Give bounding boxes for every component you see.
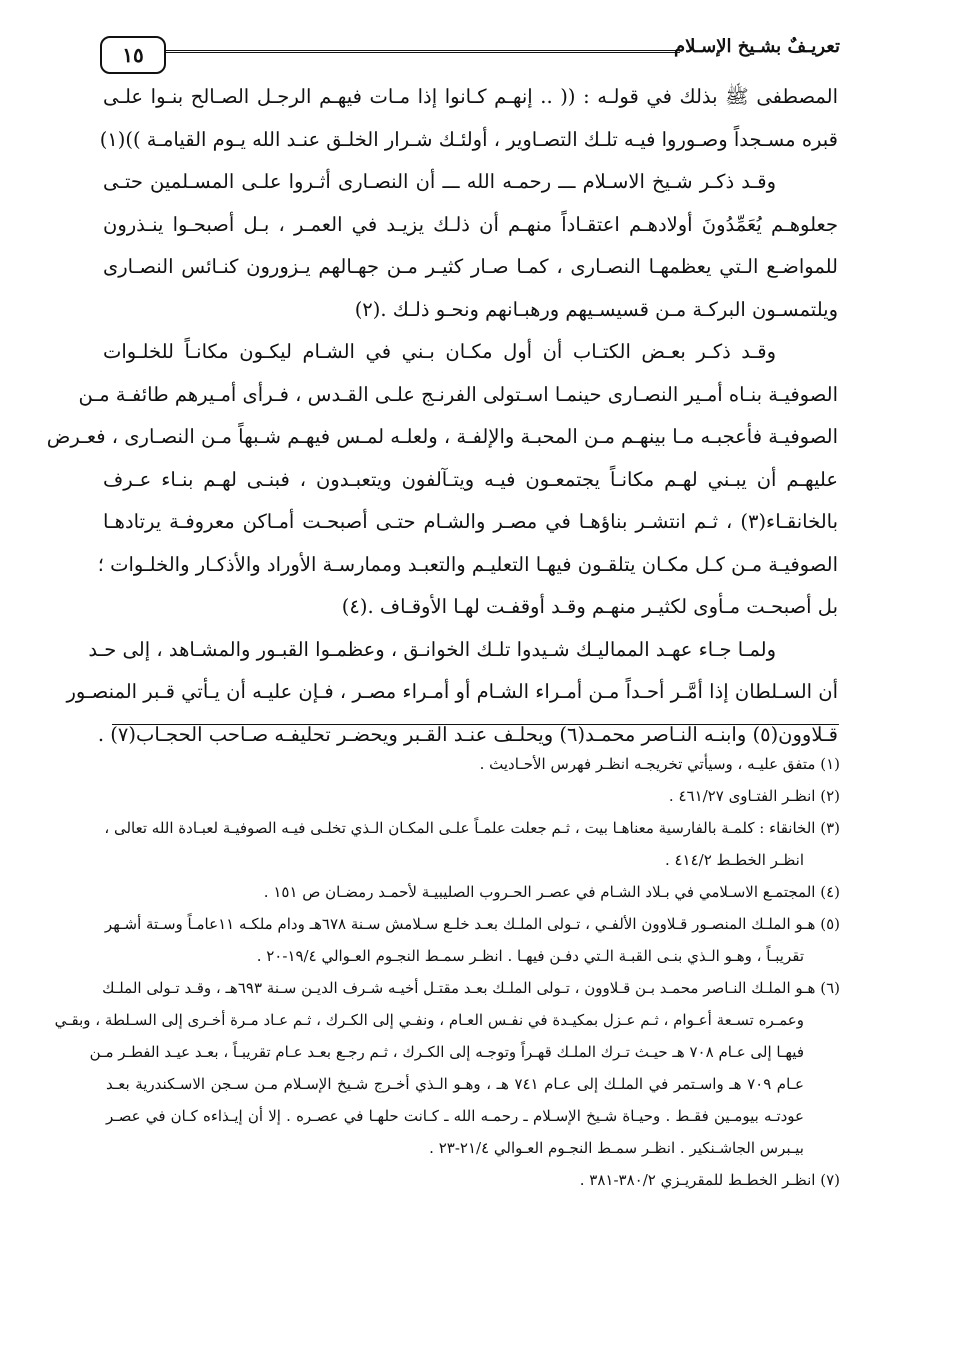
footnote-line: (٤) المجتمـع الاسـلامي في بـلاد الشـام في عصـر الحـروب الصليبيـة لأحمـد رمضـان ص ١٥١ .: [263, 883, 840, 901]
footnotes: [54, 748, 840, 1196]
body-line: ولمـا جـاء عهـد المماليـك شـيدوا تلـك الخوانـق ، وعظمـوا القبـور والمشـاهد ، إلى حـد: [88, 637, 776, 661]
body-line: ويلتمسـون البركـة مـن قسيسـيهم ورهبـانهم ونحـو ذلـك .(٢): [354, 297, 838, 321]
footnote-line: (٥) هـو الملـك المنصـور قـلاوون الألفـي ، تـولى الملـك بعـد خلـع سـلامش سـنة ٦٧٨هـ ودام ملكـه ١١عامـاً وسـتة أشـهر: [104, 915, 840, 933]
body-line: قبره مسـجداً وصـوروا فيـه تلـك التصـاوير ، أولئـك شـرار الخلـق عنـد الله يـوم القيامـة ))(١): [99, 127, 838, 151]
header-rule: [166, 50, 680, 53]
body-line: الصوفيـة فأعجبـه مـا بينهـم مـن المحبـة والإلفـة ، ولعلـه لمـس فيهـم شـبهاً مـن النصـارى ، فعـرض: [46, 425, 838, 448]
footnote-line: (٣) الخانقاء : كلمـة بالفارسية معناهـا بيت ، ثـم جعلت علمـاً علـى المكـان الـذي تخلـى فيـه الصوفيـة لعبـادة الله تعالى ،: [104, 819, 840, 837]
body-line: للمواضـع الـتي يعظمهـا النصـارى ، كمـا صـار كثيـر مـن جهـالهم يـزورون كنـائس النصـارى: [103, 255, 838, 278]
body-line: عليهـم أن يبـني لهـم مكانـاً يجتمعـون فيـه ويتـآلفون ويتعبـدون ، فبنـى لهـم بنـاء عـرف: [103, 467, 838, 491]
body-line: قـلاوون(٥) وابنـه النـاصر محمـد(٦) ويحلـف عنـد القـبر ويحضـر تحليفـه صـاحب الحجـاب(٧) .: [97, 722, 838, 746]
footnote-line: تقريبـاً ، وهـو الـذي بنـى القبـة الـتي دفـن فيهـا . انظـر سمـط النجـوم العـوالي ١٩/٤-٢٠ .: [256, 947, 804, 965]
footnote-line: فيهـا إلى عـام ٧٠٨ هـ حيـث تـرك الملـك قهـراً وتوجـه إلى الكـرك ، ثـم رجـع بعـد عـام تقريبـاً ، بعـد عيـد الفطـر مـن: [89, 1043, 804, 1061]
page-number: ١٥: [100, 36, 166, 74]
footnote-line: (١) متفق عليـه ، وسيأتي تخريجـه انظـر فهرس الأحـاديث .: [479, 755, 840, 773]
footnote-line: (٢) انظـر الفتـاوى ٤٦١/٢٧ .: [668, 787, 840, 805]
body-line: بل أصبحـت مـأوى لكثيـر منهـم وقـد أوقفـت لهـا الأوقـاف .(٤): [341, 595, 838, 618]
footnote-line: (٧) انظـر الخطـط للمقريـزي ٣٨٠/٢-٣٨١ .: [579, 1171, 840, 1189]
footnote-line: (٦) هـو الملـك النـاصر محمـد بـن قـلاوون ، تـولى الملـك بعـد مقتـل أخيـه شـرف الديـن سـنة ٦٩٣هـ ، وقـد تـولى الملـك: [102, 979, 840, 997]
footnote-line: عودتـه بيومـين فقـط . وحيـاة شـيخ الإسـلام ـ رحمـه الله ـ كـانت حلهـا في عصـره . إلا أن إيـذاءه كـان في عصـر: [106, 1107, 804, 1125]
body-line: المصطفى ﷺ بذلك في قولـه : (( .. إنهـم كـانوا إذا مـات فيهـم الرجـل الصـالح بنـوا علـى: [103, 85, 838, 108]
body-line: الصوفيـة بنـاه أمـير النصـارى حينمـا اسـتولى الفرنـج علـى القـدس ، فـرأى أمـيرهم طائفـة مـن: [78, 382, 838, 406]
body-line: الصوفيـة مـن كـل مكـان يتلقـون فيهـا التعليـم والتعبـد وممارسـة الأوراد والأذكـار والخلـوات ؛: [97, 552, 838, 576]
page-header: [100, 30, 840, 78]
main-text: [46, 76, 838, 756]
body-line: جعلوهـم يُعَمِّدُونَ أولادهـم اعتقـاداً منهـم أن ذلـك يزيـد في العمـر ، بـل أصبحـوا ينـذرون: [103, 212, 838, 236]
footnote-line: انظـر الخطـط ٤١٤/٢ .: [664, 851, 804, 869]
footnote-line: بيـبرس الجاشـنكير . انظـر سمـط النجـوم العـوالي ٢١/٤-٢٣ .: [429, 1139, 804, 1157]
running-title: تعريـفٌ بشـيخ الإسـلام: [674, 36, 840, 57]
body-line: وقـد ذكـر بعـض الكتـاب أن أول مكـان بـني في الشـام ليكـون مكانـاً للخلـوات: [103, 340, 776, 363]
footnote-line: وعمـره تسـعة أعـوام ، ثـم عـزل بمكيـدة في نفـس العـام ، ونفـي إلى الكـرك ، ثـم عـاد مـرة أخـرى إلى السـلطة ، وبقـي: [54, 1011, 804, 1029]
body-line: بالخانقـاء(٣) ، ثـم انتشـر بناؤهـا في مصـر والشـام حتـى أصبحـت أمـاكن معروفـة يرتادهـا: [103, 510, 838, 533]
footnote-separator: [112, 724, 839, 725]
body-line: وقـد ذكـر شـيخ الاسـلام ـــ رحمـه الله ـــ أن النصـارى أثـروا علـى المسـلمين حتـى: [103, 170, 776, 193]
footnote-line: عـام ٧٠٩ هـ واسـتمر في الملـك إلى عـام ٧٤١ هـ ، وهـو الـذي أخـرج شـيخ الإسـلام مـن سـجن الاسـكندرية بعـد: [106, 1075, 804, 1093]
body-line: أن السـلطان إذا أمَّـر أحـداً مـن أمـراء الشـام أو أمـراء مصـر ، فـإن عليـه أن يـأتي قـبر المنصـور: [66, 680, 838, 703]
